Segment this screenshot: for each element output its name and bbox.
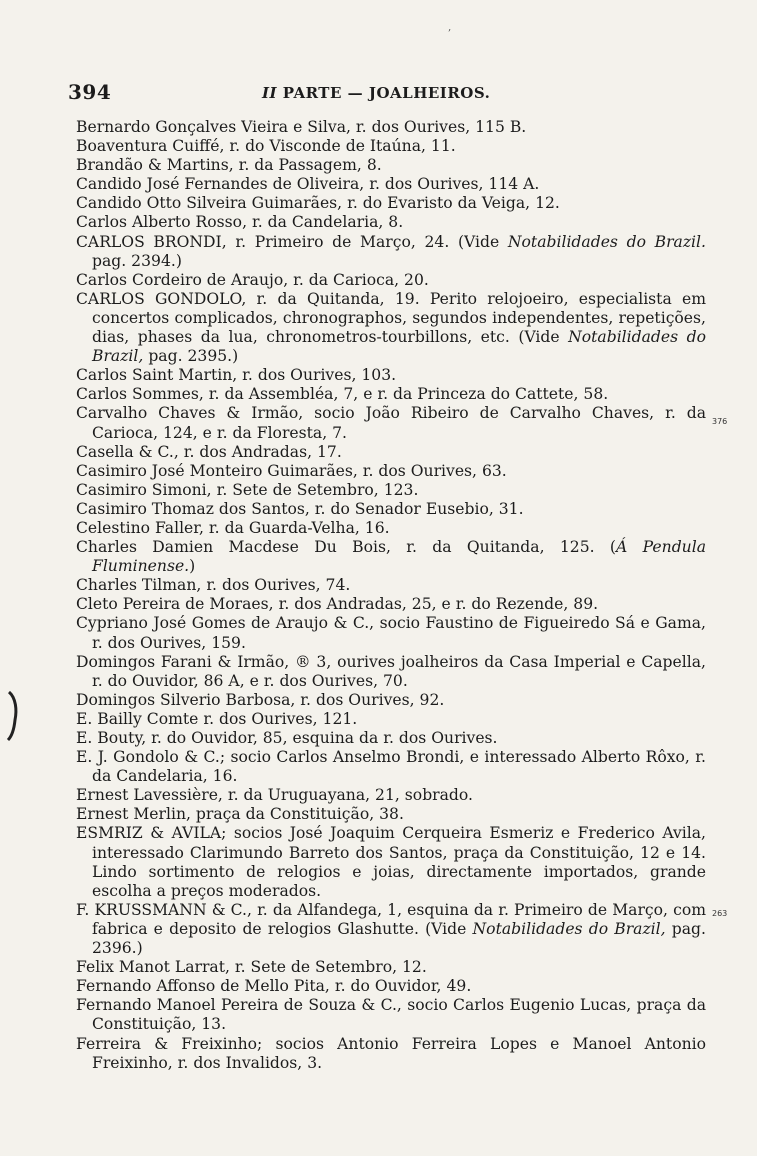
entry-text: Domingos Farani & Irmão, ® 3, ourives joalheiros da Casa Imperial e Capella, r. do Ouvidor, 86 A, e r. dos Ourives, 70.	[76, 652, 706, 690]
entry-text: Boaventura Cuiffé, r. do Visconde de Itaúna, 11.	[76, 137, 456, 156]
entry-text: ESMRIZ & AVILA; socios José Joaquim Cerqueira Esmeriz e Frederico Avila, interessado Clarimundo Barreto dos Santos, praça da Constituição, 12 e 14. Lindo sortimento de relogios e joias, directamente importados, grande escolha a preços moderados.	[76, 824, 706, 900]
directory-entry	[76, 481, 706, 500]
entry-text: Fernando Affonso de Mello Pita, r. do Ouvidor, 49.	[76, 977, 472, 996]
entry-text: Cleto Pereira de Moraes, r. dos Andradas, 25, e r. do Rezende, 89.	[76, 595, 599, 614]
entry-text: Casimiro Thomaz dos Santos, r. do Senador Eusebio, 31.	[76, 499, 524, 518]
directory-entry	[76, 748, 706, 786]
ink-speck: ‚	[448, 22, 452, 33]
entry-text: Ernest Merlin, praça da Constituição, 38.	[76, 805, 404, 824]
entry-text: CARLOS GONDOLO, r. da Quitanda, 19. Perito relojoeiro, especialista em concertos complicados, chronographos, segundos independentes, repetições, dias, phases da lua, chronometros-tourbillons, etc. (Vide	[76, 289, 706, 347]
entry-text: E. J. Gondolo & C.; socio Carlos Anselmo Brondi, e interessado Alberto Rôxo, r. da Candelaria, 16.	[76, 748, 706, 786]
entry-text: Carlos Alberto Rosso, r. da Candelaria, 8.	[76, 213, 404, 232]
margin-note-376: 376	[712, 417, 728, 426]
directory-entry	[76, 977, 706, 996]
entry-text: Domingos Silverio Barbosa, r. dos Ourives, 92.	[76, 690, 445, 709]
directory-entry	[76, 404, 706, 442]
entry-text: Casella & C., r. dos Andradas, 17.	[76, 442, 342, 461]
directory-entry	[76, 462, 706, 481]
entry-text: Felix Manot Larrat, r. Sete de Setembro, 12.	[76, 958, 427, 977]
entry-tail: )	[189, 557, 196, 576]
entry-text: E. Bouty, r. do Ouvidor, 85, esquina da r. dos Ourives.	[76, 729, 498, 747]
entry-text: Cypriano José Gomes de Araujo & C., socio Faustino de Figueiredo Sá e Gama, r. dos Ourives, 159.	[76, 614, 706, 652]
entry-text: Candido José Fernandes de Oliveira, r. dos Ourives, 114 A.	[76, 175, 540, 194]
entry-text: Ernest Lavessière, r. da Uruguayana, 21, sobrado.	[76, 786, 473, 805]
entry-text: Carlos Saint Martin, r. dos Ourives, 103.	[76, 366, 397, 385]
directory-entry	[76, 385, 706, 404]
directory-entry	[76, 290, 706, 366]
directory-entry	[76, 538, 706, 576]
directory-entry	[76, 786, 706, 805]
section-title: PARTE — JOALHEIROS.	[282, 84, 491, 102]
directory-entry	[76, 233, 706, 271]
directory-entry	[76, 271, 706, 290]
entry-tail: pag. 2395.)	[143, 347, 239, 366]
entry-text: F. KRUSSMANN & C., r. da Alfandega, 1, esquina da r. Primeiro de Março, com fabrica e deposito de relogios Glashutte. (Vide	[76, 900, 706, 938]
entry-text: Carvalho Chaves & Irmão, socio João Ribeiro de Carvalho Chaves, r. da Carioca, 124, e r. da Floresta, 7.	[76, 404, 706, 442]
directory-entry	[76, 996, 706, 1034]
entry-italic-reference: Notabilidades do Brazil,	[472, 919, 666, 938]
directory-entry	[76, 519, 706, 538]
entry-text: Casimiro José Monteiro Guimarães, r. dos Ourives, 63.	[76, 461, 507, 480]
entry-text: E. Bailly Comte r. dos Ourives, 121.	[76, 709, 358, 728]
directory-entry	[76, 576, 706, 595]
directory-entry	[76, 710, 706, 729]
directory-entry	[76, 958, 706, 977]
entry-text: Carlos Sommes, r. da Assembléa, 7, e r. da Princeza do Cattete, 58.	[76, 385, 609, 404]
entry-text: Candido Otto Silveira Guimarães, r. do Evaristo da Veiga, 12.	[76, 194, 560, 213]
directory-entry	[76, 443, 706, 462]
directory-entry	[76, 729, 706, 748]
entry-text: Celestino Faller, r. da Guarda-Velha, 16.	[76, 518, 390, 537]
entry-text: Charles Tilman, r. dos Ourives, 74.	[76, 576, 351, 595]
entry-text: Brandão & Martins, r. da Passagem, 8.	[76, 156, 382, 175]
entry-text: Carlos Cordeiro de Araujo, r. da Carioca, 20.	[76, 270, 429, 289]
directory-entry	[76, 500, 706, 519]
entry-text: Fernando Manoel Pereira de Souza & C., socio Carlos Eugenio Lucas, praça da Constituição, 13.	[76, 996, 706, 1034]
entry-text: Ferreira & Freixinho; socios Antonio Ferreira Lopes e Manoel Antonio Freixinho, r. dos Invalidos, 3.	[76, 1034, 706, 1072]
directory-entries	[76, 118, 706, 1073]
directory-entry	[76, 156, 706, 175]
directory-entry	[76, 366, 706, 385]
entry-text: Charles Damien Macdese Du Bois, r. da Quitanda, 125. (	[76, 538, 617, 557]
directory-entry	[76, 213, 706, 232]
entry-text: Casimiro Simoni, r. Sete de Setembro, 123.	[76, 480, 419, 499]
margin-bracket-mark	[6, 690, 20, 742]
directory-entry	[76, 691, 706, 710]
directory-entry	[76, 653, 706, 691]
entry-text: CARLOS BRONDI, r. Primeiro de Março, 24. (Vide	[76, 232, 508, 251]
directory-entry	[76, 118, 706, 137]
directory-entry	[76, 805, 706, 824]
directory-entry	[76, 595, 706, 614]
entry-tail: pag. 2394.)	[92, 251, 182, 270]
part-number: II	[262, 84, 278, 102]
directory-entry	[76, 175, 706, 194]
directory-entry	[76, 1035, 706, 1073]
page-number: 394	[68, 80, 112, 104]
entry-italic-reference: Á Pendula Fluminense.	[92, 538, 706, 576]
directory-entry	[76, 824, 706, 900]
directory-entry	[76, 137, 706, 156]
directory-entry	[76, 614, 706, 652]
directory-entry	[76, 901, 706, 958]
margin-note-263: 263	[712, 909, 728, 918]
running-head	[262, 84, 490, 102]
entry-italic-reference: Notabilidades do Brazil.	[507, 232, 706, 251]
entry-italic-reference: Notabilidades do Brazil,	[92, 328, 706, 366]
directory-entry	[76, 194, 706, 213]
entry-tail: pag. 2396.)	[92, 919, 706, 958]
entry-text: Bernardo Gonçalves Vieira e Silva, r. dos Ourives, 115 B.	[76, 118, 527, 136]
